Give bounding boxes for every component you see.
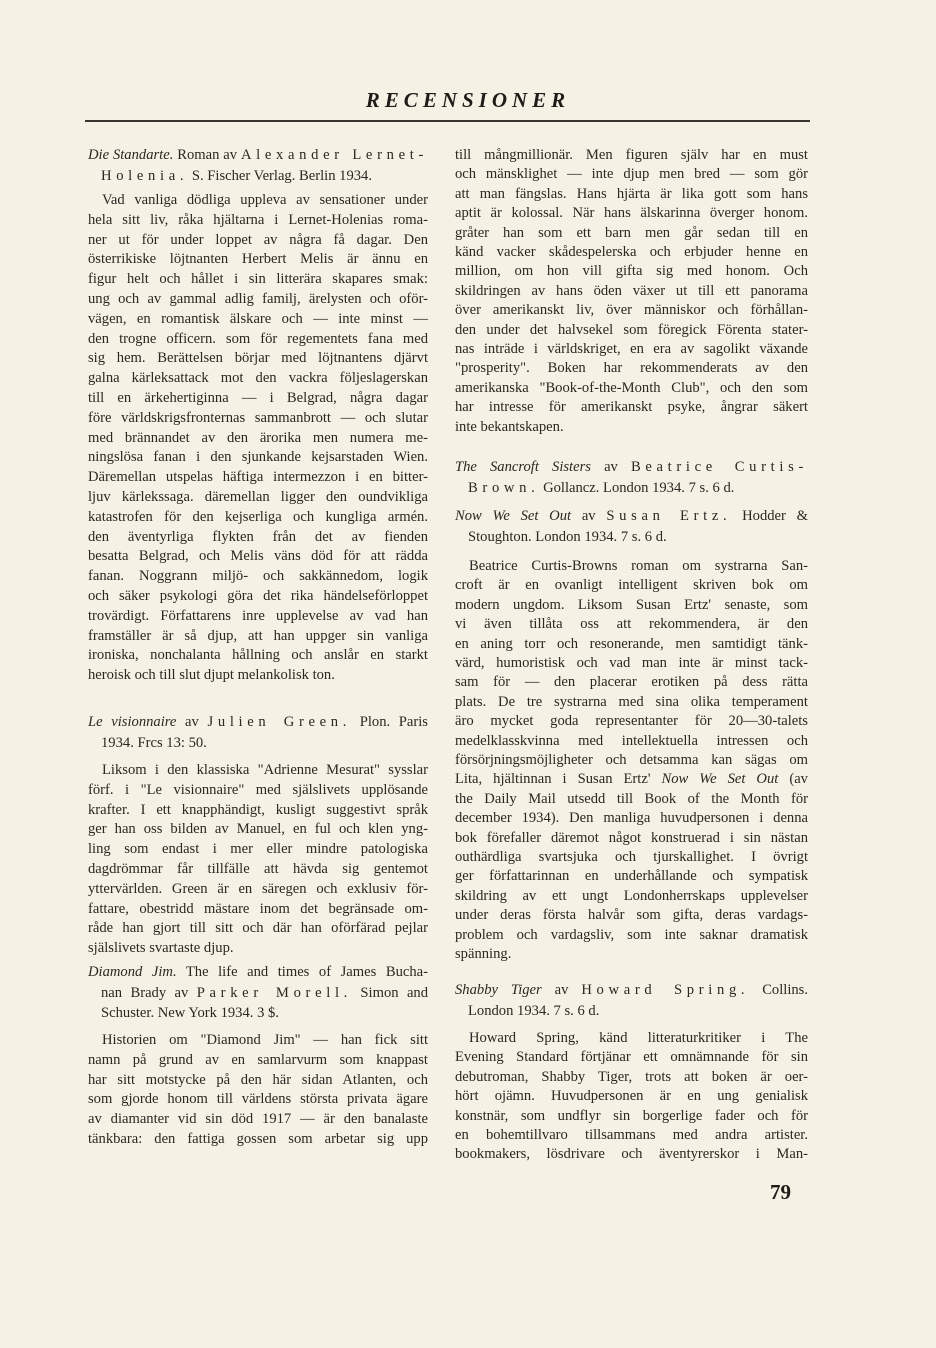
review-heading-line: 1934. Frcs 13: 50. — [101, 734, 207, 751]
review-text-line: hela sitt liv, råka hjältarna i Lernet-Holenias roma- — [88, 211, 428, 228]
review-text-line: plats. De tre systrarna med sina olika temperament — [455, 693, 808, 710]
review-text-line: gråter han som ett barn men går sedan till en — [455, 224, 808, 241]
author-name: Holenia. — [101, 167, 189, 184]
header-rule — [85, 120, 810, 122]
heading-text: av — [176, 714, 208, 730]
review-text-line: ling som endast i mer eller mindre patologiska — [88, 841, 428, 858]
heading-text: Roman av — [173, 147, 241, 163]
review-text-line: en aning torr och resonerande, men samtidigt tänk- — [455, 635, 808, 652]
review-text-line: Beatrice Curtis-Browns roman om systrarna San- — [469, 558, 808, 574]
review-text-line: Historien om "Diamond Jim" — han fick sitt — [102, 1032, 428, 1048]
heading-text: nan Brady av — [101, 984, 197, 1001]
review-text-line: the Daily Mail utsedd till Book of the Month för — [455, 790, 808, 807]
review-text-line: krafter. I ett knapphändigt, kusligt suggestivt språk — [88, 801, 428, 818]
review-text-line: outhärdliga svartsjuka och tjurskallighet. I övrigt — [455, 849, 808, 865]
review-text-line: million, om hon vill gifta sig med honom. Och — [455, 263, 808, 280]
review-text-line: råde han gjort till sitt och där han oförfärad pejlar — [88, 920, 428, 937]
review-text-line: själslivets svartaste djup. — [88, 940, 234, 957]
review-text-line: och säker psykologi göra det rika händelseförloppet — [88, 588, 428, 604]
review-text-line: att man fängslas. Hans hjärta är lika gott som hans — [455, 185, 808, 202]
review-heading-line — [101, 983, 428, 1003]
review-heading-line — [468, 478, 808, 498]
review-text-line — [455, 769, 808, 789]
review-text-line: ningslösa fanan i den sjunkande kejsarstaden Wien. — [88, 449, 428, 466]
page-number: 79 — [770, 1180, 791, 1204]
review-heading-line — [455, 980, 808, 1000]
review-text-line: modern ungdom. Liksom Susan Ertz' senaste, som — [455, 596, 808, 613]
review-text-line: vi även tillåta oss att rekommendera, är den — [455, 616, 808, 633]
review-heading-line — [455, 506, 808, 526]
review-text-line: värd, humoristisk och vad man inte är minst tack- — [455, 655, 808, 671]
review-heading-line: Schuster. New York 1934. 3 $. — [101, 1005, 279, 1021]
review-text-line: en bohemtillvaro tillsammans med andra artister. — [455, 1127, 808, 1143]
heading-text: av — [590, 459, 631, 475]
heading-text: av — [571, 508, 607, 524]
review-text-line: namn på grund av en samlarvurm som knappast — [88, 1051, 428, 1068]
review-text-line: skildring av ett ungt Londonherrskaps upplevelser — [455, 887, 808, 904]
heading-text: The life and times of James Bucha- — [176, 964, 428, 980]
book-title: Shabby Tiger — [455, 982, 542, 998]
review-text-line: under deras första halvår som gifta, deras vardags- — [455, 907, 808, 924]
review-text-line: till en ärkehertiginna — i Belgrad, några dagar — [88, 390, 428, 406]
review-text-line: dagdrömmar får tillfälle att hävda sig gentemot — [88, 861, 428, 877]
review-text-line: croft är en ovanligt intelligent skriven bok om — [455, 577, 808, 594]
review-text-line: konstnär, som undflyr sin borgerlige fader och för — [455, 1107, 808, 1124]
review-heading-line — [88, 145, 428, 165]
book-title: Now We Set Out — [455, 508, 572, 524]
review-text-line: fattare, obestridd mästare inom det begränsade om- — [88, 900, 428, 917]
heading-text: S. Fischer Verlag. Berlin 1934. — [188, 167, 372, 184]
review-text-line: känd vacker skådespelerska och erbjuder henne en — [455, 244, 808, 260]
review-text-line: ger han oss bilden av Manuel, en ful och klen yng- — [88, 821, 428, 838]
author-name: Julien Green. — [207, 714, 352, 730]
heading-text: (av — [778, 771, 808, 788]
review-heading-line — [88, 712, 428, 732]
review-text-line: har intresse för amerikanskt psyke, ångrar säkert — [455, 399, 808, 416]
review-text-line: trovärdigt. Författarens inre upplevelse av vad han — [88, 607, 428, 624]
heading-text: Simon and — [352, 984, 429, 1001]
review-text-line: ung och av gammal adlig familj, ärelysten och oför- — [88, 291, 428, 307]
review-text-line: sig hem. Berättelsen börjar med löjtnantens djärvt — [88, 350, 428, 367]
review-text-line: Liksom i den klassiska "Adrienne Mesurat" sysslar — [102, 762, 428, 778]
review-text-line: ljuv kärlekssaga. däremellan ligger den oundvikliga — [88, 489, 428, 505]
review-text-line: Vad vanliga dödliga uppleva av sensationer under — [102, 192, 428, 208]
review-text-line: före världskrigsfronternas sammanbrott — och slutar — [88, 409, 428, 426]
review-text-line: Howard Spring, känd litteraturkritiker i The — [469, 1030, 808, 1046]
review-text-line: fanan. Noggrann miljö- och sakkännedom, logik — [88, 568, 428, 585]
review-text-line: äro mycket goda representanter för 20—30-talets — [455, 713, 808, 730]
review-text-line: och mänsklighet — inte djup men bred — som gör — [455, 166, 808, 183]
heading-text: av — [541, 982, 582, 998]
review-text-line: Evening Standard förtjänar ett omnämnande för sin — [455, 1049, 808, 1066]
heading-text: Collins. — [749, 982, 809, 998]
review-text-line: spänning. — [455, 946, 512, 962]
review-text-line: tänkbara: den fattiga gossen som arbetar sig upp — [88, 1131, 428, 1147]
review-text-line: den trogne officern. som för regementets fana med — [88, 330, 428, 347]
review-text-line: ger författarinnan en underhållande och sympatisk — [455, 868, 808, 885]
review-text-line: ner ut för under loppet av några få dagar. Den — [88, 231, 428, 248]
review-text-line: framställer är så djup, att han uppger sin vanliga — [88, 627, 428, 644]
review-text-line: yttervärlden. Green är en säregen och exklusiv för- — [88, 880, 428, 897]
review-heading-line — [455, 457, 808, 477]
review-text-line: har sitt motstycke på den här sidan Atlanten, och — [88, 1071, 428, 1088]
review-text-line: sam för — den placerar erotiken på dess rätta — [455, 674, 808, 691]
review-text-line: aptit är kolossal. När hans älskarinna överger honom. — [455, 205, 808, 222]
review-text-line: debutroman, Shabby Tiger, trots att boken är oer- — [455, 1068, 808, 1085]
review-text-line: som gjorde honom till världens största privata ägare — [88, 1091, 428, 1108]
review-heading-line: Stoughton. London 1934. 7 s. 6 d. — [468, 528, 667, 545]
review-text-line: österrikiske löjtnanten Herbert Melis är ännu en — [88, 251, 428, 268]
review-text-line: den äventyrliga flykten från det av fienden — [88, 528, 428, 545]
review-text-line: bok förefaller däremot något konstruerad i sin nästan — [455, 829, 808, 846]
heading-text: Gollancz. London 1934. 7 s. 6 d. — [539, 479, 735, 496]
heading-text: Hodder & — [731, 508, 808, 524]
review-text-line: den under det halvsekel som föregick Förenta stater- — [455, 321, 808, 338]
review-text-line: nas inträde i världskriget, en era av sagolikt växande — [455, 341, 808, 357]
review-text-line: Däremellan utspelas häftiga intermezzon i en bitter- — [88, 469, 428, 486]
review-text-line: figur helt och hållet i sin litterära skapares smak: — [88, 271, 428, 288]
book-title: Die Standarte. — [88, 147, 174, 163]
review-text-line: amerikanska "Book-of-the-Month Club", och den som — [455, 379, 808, 396]
review-text-line: vägen, en romantisk älskare och — inte minst — — [88, 310, 428, 327]
review-text-line: galna kärleksattack mot den vackra följeslagerskan — [88, 370, 428, 387]
review-text-line: hört ojämn. Huvudpersonen är en ung genialisk — [455, 1088, 808, 1105]
review-text-line: till mångmillionär. Men figuren själv har en must — [455, 147, 808, 163]
review-text-line: ironiska, nonchalanta hållning och anslår en starkt — [88, 647, 428, 664]
review-text-line: över amerikanskt liv, över människor och förhållan- — [455, 302, 808, 319]
review-text-line: förf. i "Le visionnaire" med själslivets upplösande — [88, 781, 428, 798]
author-name: Parker Morell. — [196, 984, 353, 1001]
book-title: Diamond Jim. — [88, 964, 177, 980]
review-text-line: inte bekantskapen. — [455, 418, 564, 435]
author-name: Alexander Lernet- — [240, 147, 428, 163]
review-text-line: av diamanter vid sin död 1917 — är den banalaste — [88, 1111, 428, 1128]
author-name: Susan Ertz. — [606, 508, 732, 524]
review-text-line: bookmakers, lösdrivare och äventyrerskor i Man- — [455, 1146, 808, 1163]
review-text-line: "prosperity". Boken har rekommenderats av den — [455, 360, 808, 377]
heading-text: Plon. Paris — [351, 714, 428, 730]
author-name: Howard Spring. — [581, 982, 750, 998]
author-name: Beatrice Curtis- — [630, 459, 808, 475]
heading-text: Lita, hjältinnan i Susan Ertz' — [455, 771, 662, 788]
author-name: Brown. — [468, 479, 540, 496]
page-title: RECENSIONER — [365, 88, 571, 112]
book-title: The Sancroft Sisters — [455, 459, 591, 475]
review-heading-line — [88, 962, 428, 982]
review-text-line: med brännandet av den ärorika men numera me- — [88, 429, 428, 446]
review-heading-line — [101, 166, 428, 186]
review-heading-line: London 1934. 7 s. 6 d. — [468, 1002, 600, 1019]
book-title: Now We Set Out — [661, 771, 779, 788]
review-text-line: heroisk och till slut djupt melankolisk ton. — [88, 667, 335, 684]
review-text-line: katastrofen för den kejserliga och kungliga armén. — [88, 508, 428, 525]
review-text-line: besatta Belgrad, och Melis väns död för att rädda — [88, 548, 428, 565]
book-title: Le visionnaire — [88, 714, 177, 730]
review-text-line: försörjningsmöjligheter och detsamma kan sägas om — [455, 752, 808, 768]
review-text-line: medelklasskvinna med intellektuella intressen och — [455, 732, 808, 749]
review-text-line: skildringen av hans öden växer ut till ett panorama — [455, 282, 808, 299]
review-text-line: december 1934). Den manliga huvudpersonen i denna — [455, 810, 808, 827]
review-text-line: problem och vardagsliv, som inte saknar dramatisk — [455, 926, 808, 943]
